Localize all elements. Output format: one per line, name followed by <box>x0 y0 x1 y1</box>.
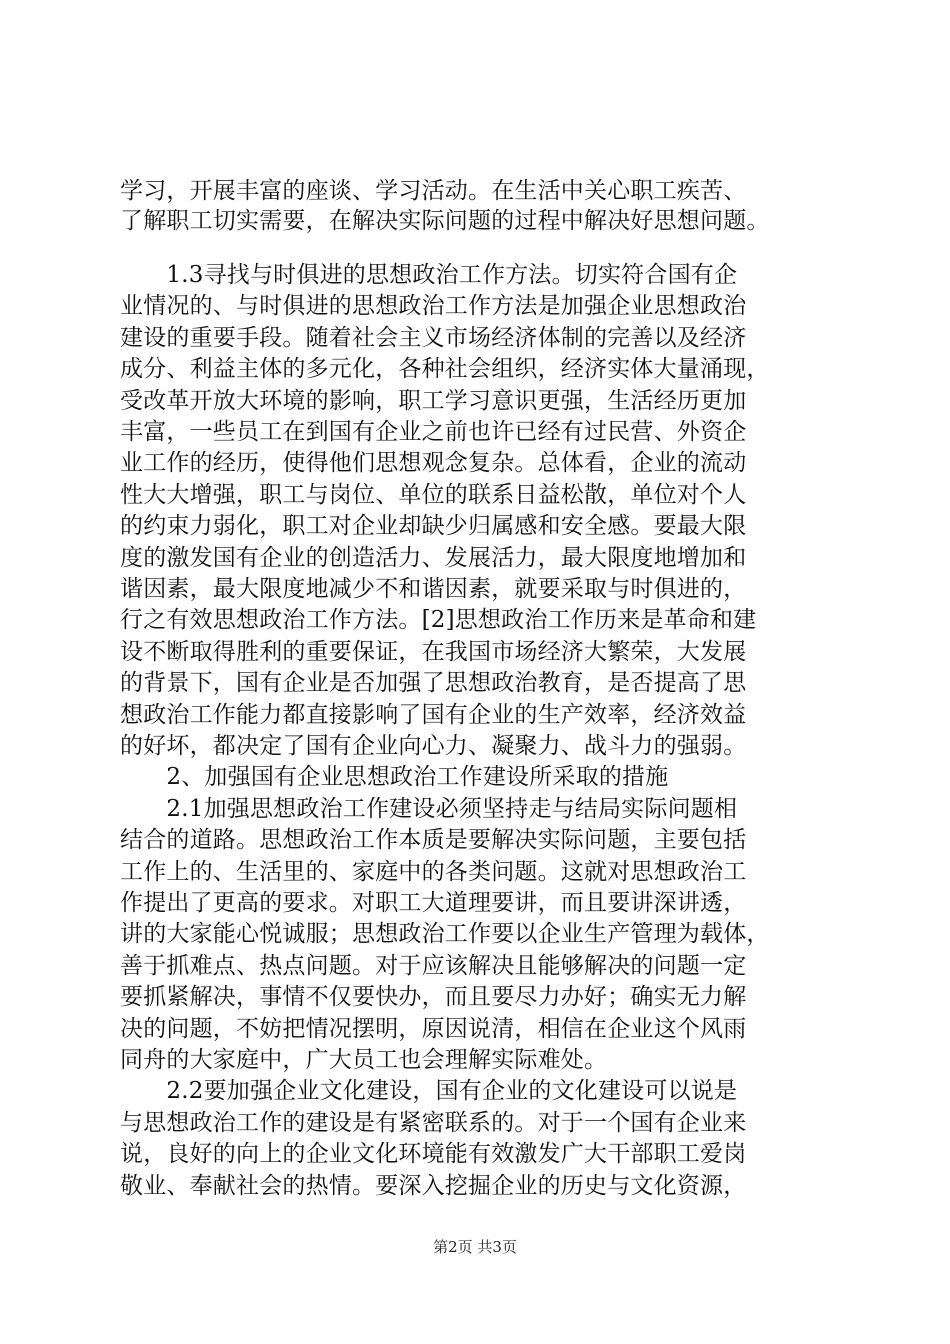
text-line: 结合的道路。思想政治工作本质是要解决实际问题，主要包括 <box>120 827 747 854</box>
text-line: 作提出了更高的要求。对职工大道理要讲，而且要讲深讲透， <box>120 890 747 916</box>
text-line: 的好坏，都决定了国有企业向心力、凝聚力、战斗力的强弱。 <box>120 733 747 759</box>
text-line: 业工作的经历，使得他们思想观念复杂。总体看，企业的流动 <box>120 450 747 477</box>
text-line: 说，良好的向上的企业文化环境能有效激发广大干部职工爱岗 <box>120 1141 747 1168</box>
text-line: 工作上的、生活里的、家庭中的各类问题。这就对思想政治工 <box>120 858 747 885</box>
text-line: 行之有效思想政治工作方法。[2]思想政治工作历来是革命和建 <box>120 607 757 634</box>
text-line: 丰富，一些员工在到国有企业之前也许已经有过民营、外资企 <box>120 419 747 445</box>
text-line: 2.1加强思想政治工作建设必须坚持走与结局实际问题相 <box>120 795 738 822</box>
text-line: 同舟的大家庭中，广大员工也会理解实际难处。 <box>120 1047 608 1073</box>
section-heading: 2、加强国有企业思想政治工作建设所采取的措施 <box>120 764 669 791</box>
text-line: 与思想政治工作的建设是有紧密联系的。对于一个国有企业来 <box>120 1109 747 1136</box>
text-line: 2.2要加强企业文化建设，国有企业的文化建设可以说是 <box>120 1078 738 1105</box>
page-footer: 第2页 共3页 <box>433 1238 517 1256</box>
text-line: 建设的重要手段。随着社会主义市场经济体制的完善以及经济 <box>120 324 747 351</box>
text-line: 的约束力弱化，职工对企业却缺少归属感和安全感。要最大限 <box>120 513 747 540</box>
text-line: 决的问题，不妨把情况摆明，原因说清，相信在企业这个风雨 <box>120 1015 747 1042</box>
text-line: 设不断取得胜利的重要保证，在我国市场经济大繁荣，大发展 <box>120 638 747 665</box>
text-line: 了解职工切实需要，在解决实际问题的过程中解决好思想问题。 <box>120 208 770 234</box>
text-line: 业情况的、与时俱进的思想政治工作方法是加强企业思想政治 <box>120 293 747 320</box>
text-line: 想政治工作能力都直接影响了国有企业的生产效率，经济效益 <box>120 701 747 728</box>
text-line: 1.3寻找与时俱进的思想政治工作方法。切实符合国有企 <box>120 262 738 288</box>
text-line: 成分、利益主体的多元化，各种社会组织，经济实体大量涌现， <box>120 356 770 383</box>
text-line: 敬业、奉献社会的热情。要深入挖掘企业的历史与文化资源， <box>120 1172 747 1199</box>
text-line: 度的激发国有企业的创造活力、发展活力，最大限度地增加和 <box>120 544 747 571</box>
text-line: 要抓紧解决，事情不仅要快办，而且要尽力办好；确实无力解 <box>120 984 747 1011</box>
text-line: 的背景下，国有企业是否加强了思想政治教育，是否提高了思 <box>120 670 747 697</box>
text-line: 谐因素，最大限度地减少不和谐因素，就要采取与时俱进的， <box>120 576 747 602</box>
text-line: 性大大增强，职工与岗位、单位的联系日益松散，单位对个人 <box>120 481 747 508</box>
text-line: 善于抓难点、热点问题。对于应该解决且能够解决的问题一定 <box>120 952 747 979</box>
text-line: 学习，开展丰富的座谈、学习活动。在生活中关心职工疾苦、 <box>120 178 747 204</box>
text-line: 讲的大家能心悦诚服；思想政治工作要以企业生产管理为载体， <box>120 921 770 948</box>
text-line: 受改革开放大环境的影响，职工学习意识更强，生活经历更加 <box>120 387 747 414</box>
